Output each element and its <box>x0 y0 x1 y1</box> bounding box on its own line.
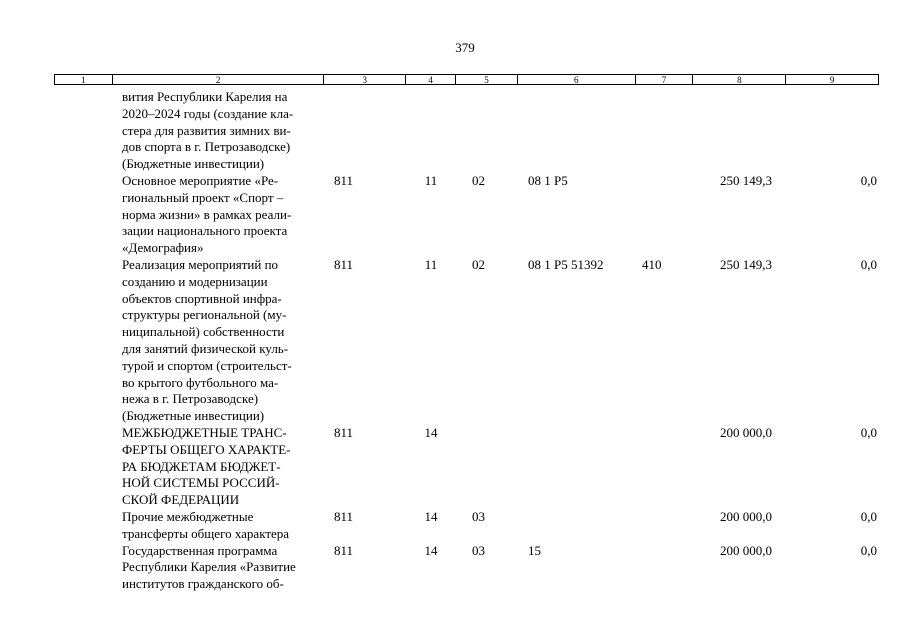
cell-amount-2: 0,0 <box>860 256 877 272</box>
cell-section <box>406 89 456 173</box>
cell-subsection: 02 <box>472 256 485 272</box>
cell-amount: 200 000,0 <box>720 424 772 440</box>
cell-target-article: 15 <box>528 542 541 558</box>
column-header-1: 1 <box>55 75 113 84</box>
cell-expense-type <box>636 173 694 257</box>
cell-col-1 <box>54 257 112 425</box>
description-line: созданию и модернизации <box>122 273 268 289</box>
cell-target-article: 08 1 P5 <box>528 172 568 188</box>
table-row <box>54 543 879 593</box>
description-line: ниципальной) собственности <box>122 324 285 340</box>
cell-subsection: 03 <box>472 508 485 524</box>
description-line: РА БЮДЖЕТАМ БЮДЖЕТ- <box>122 458 281 474</box>
column-header-7: 7 <box>636 75 694 84</box>
cell-target-article: 08 1 P5 51392 <box>528 256 604 272</box>
column-header-4: 4 <box>406 75 456 84</box>
description-line: нежа в г. Петрозаводске) <box>122 391 259 407</box>
description-line: структуры региональной (му- <box>122 307 287 323</box>
cell-target-article <box>518 425 636 509</box>
description-line: ФЕРТЫ ОБЩЕГО ХАРАКТЕ- <box>122 441 291 457</box>
description-line: институтов гражданского об- <box>122 576 284 592</box>
cell-section: 11 <box>424 172 438 188</box>
description-line: «Демография» <box>122 240 204 256</box>
cell-amount <box>694 89 787 173</box>
column-header-3: 3 <box>324 75 406 84</box>
cell-col-1 <box>54 89 112 173</box>
description-line: турой и спортом (строительст- <box>122 357 292 373</box>
table-body <box>54 89 879 593</box>
cell-description <box>112 543 324 593</box>
cell-target-article <box>518 509 636 543</box>
cell-expense-type <box>636 543 694 593</box>
cell-section: 14 <box>424 424 438 440</box>
description-line: вития Республики Карелия на <box>122 89 288 104</box>
description-line: Основное мероприятие «Ре- <box>122 172 279 188</box>
cell-description <box>112 425 324 509</box>
table-row <box>54 257 879 425</box>
cell-amount-2: 0,0 <box>860 424 877 440</box>
cell-ministry-code: 811 <box>334 256 354 272</box>
cell-amount: 200 000,0 <box>720 508 772 524</box>
table-row <box>54 89 879 173</box>
cell-section: 14 <box>424 542 438 558</box>
column-header-8: 8 <box>693 75 786 84</box>
cell-description <box>112 173 324 257</box>
table-row <box>54 425 879 509</box>
cell-expense-type: 410 <box>642 256 662 272</box>
cell-amount: 200 000,0 <box>720 542 772 558</box>
description-line: (Бюджетные инвестиции) <box>122 408 265 424</box>
cell-ministry-code: 811 <box>334 542 354 558</box>
cell-description <box>112 89 324 173</box>
description-line: СКОЙ ФЕДЕРАЦИИ <box>122 492 240 508</box>
table-row <box>54 173 879 257</box>
description-line: МЕЖБЮДЖЕТНЫЕ ТРАНС- <box>122 424 287 440</box>
column-header-5: 5 <box>456 75 518 84</box>
description-line: стера для развития зимних ви- <box>122 122 291 138</box>
cell-amount-2: 0,0 <box>860 542 877 558</box>
cell-col-1 <box>54 173 112 257</box>
description-line: гиональный проект «Спорт – <box>122 189 284 205</box>
cell-ministry-code: 811 <box>334 508 354 524</box>
column-header-6: 6 <box>518 75 636 84</box>
cell-amount: 250 149,3 <box>720 256 772 272</box>
cell-section: 11 <box>424 256 438 272</box>
cell-col-1 <box>54 425 112 509</box>
table-header-row <box>54 74 879 85</box>
description-line: Республики Карелия «Развитие <box>122 559 296 575</box>
cell-col-1 <box>54 543 112 593</box>
cell-amount-2: 0,0 <box>860 508 877 524</box>
cell-subsection: 02 <box>472 172 485 188</box>
description-line: трансферты общего характера <box>122 525 290 541</box>
cell-ministry-code: 811 <box>334 172 354 188</box>
cell-subsection: 03 <box>472 542 485 558</box>
cell-ministry-code: 811 <box>334 424 354 440</box>
description-line: объектов спортивной инфра- <box>122 290 282 306</box>
description-line: Прочие межбюджетные <box>122 508 254 524</box>
cell-ministry-code <box>324 89 406 173</box>
cell-expense-type <box>636 425 694 509</box>
cell-expense-type <box>636 89 694 173</box>
table-row <box>54 509 879 543</box>
cell-description <box>112 509 324 543</box>
cell-subsection <box>456 89 518 173</box>
description-line: норма жизни» в рамках реали- <box>122 206 292 222</box>
page-number: 379 <box>455 40 475 55</box>
description-line: дов спорта в г. Петрозаводске) <box>122 139 291 155</box>
description-line: Реализация мероприятий по <box>122 256 279 272</box>
description-line: Государственная программа <box>122 542 278 558</box>
column-header-9: 9 <box>829 75 835 85</box>
column-header-2: 2 <box>113 75 324 84</box>
description-line: 2020–2024 годы (создание кла- <box>122 105 294 121</box>
description-line: для занятий физической куль- <box>122 340 289 356</box>
cell-expense-type <box>636 509 694 543</box>
cell-target-article <box>518 89 636 173</box>
cell-amount-2 <box>787 89 879 173</box>
cell-amount: 250 149,3 <box>720 172 772 188</box>
description-line: во крытого футбольного ма- <box>122 374 279 390</box>
description-line: зации национального проекта <box>122 223 288 239</box>
cell-col-1 <box>54 509 112 543</box>
cell-description <box>112 257 324 425</box>
cell-amount-2: 0,0 <box>860 172 877 188</box>
description-line: НОЙ СИСТЕМЫ РОССИЙ- <box>122 475 280 491</box>
description-line: (Бюджетные инвестиции) <box>122 156 265 172</box>
cell-section: 14 <box>424 508 438 524</box>
cell-subsection <box>456 425 518 509</box>
